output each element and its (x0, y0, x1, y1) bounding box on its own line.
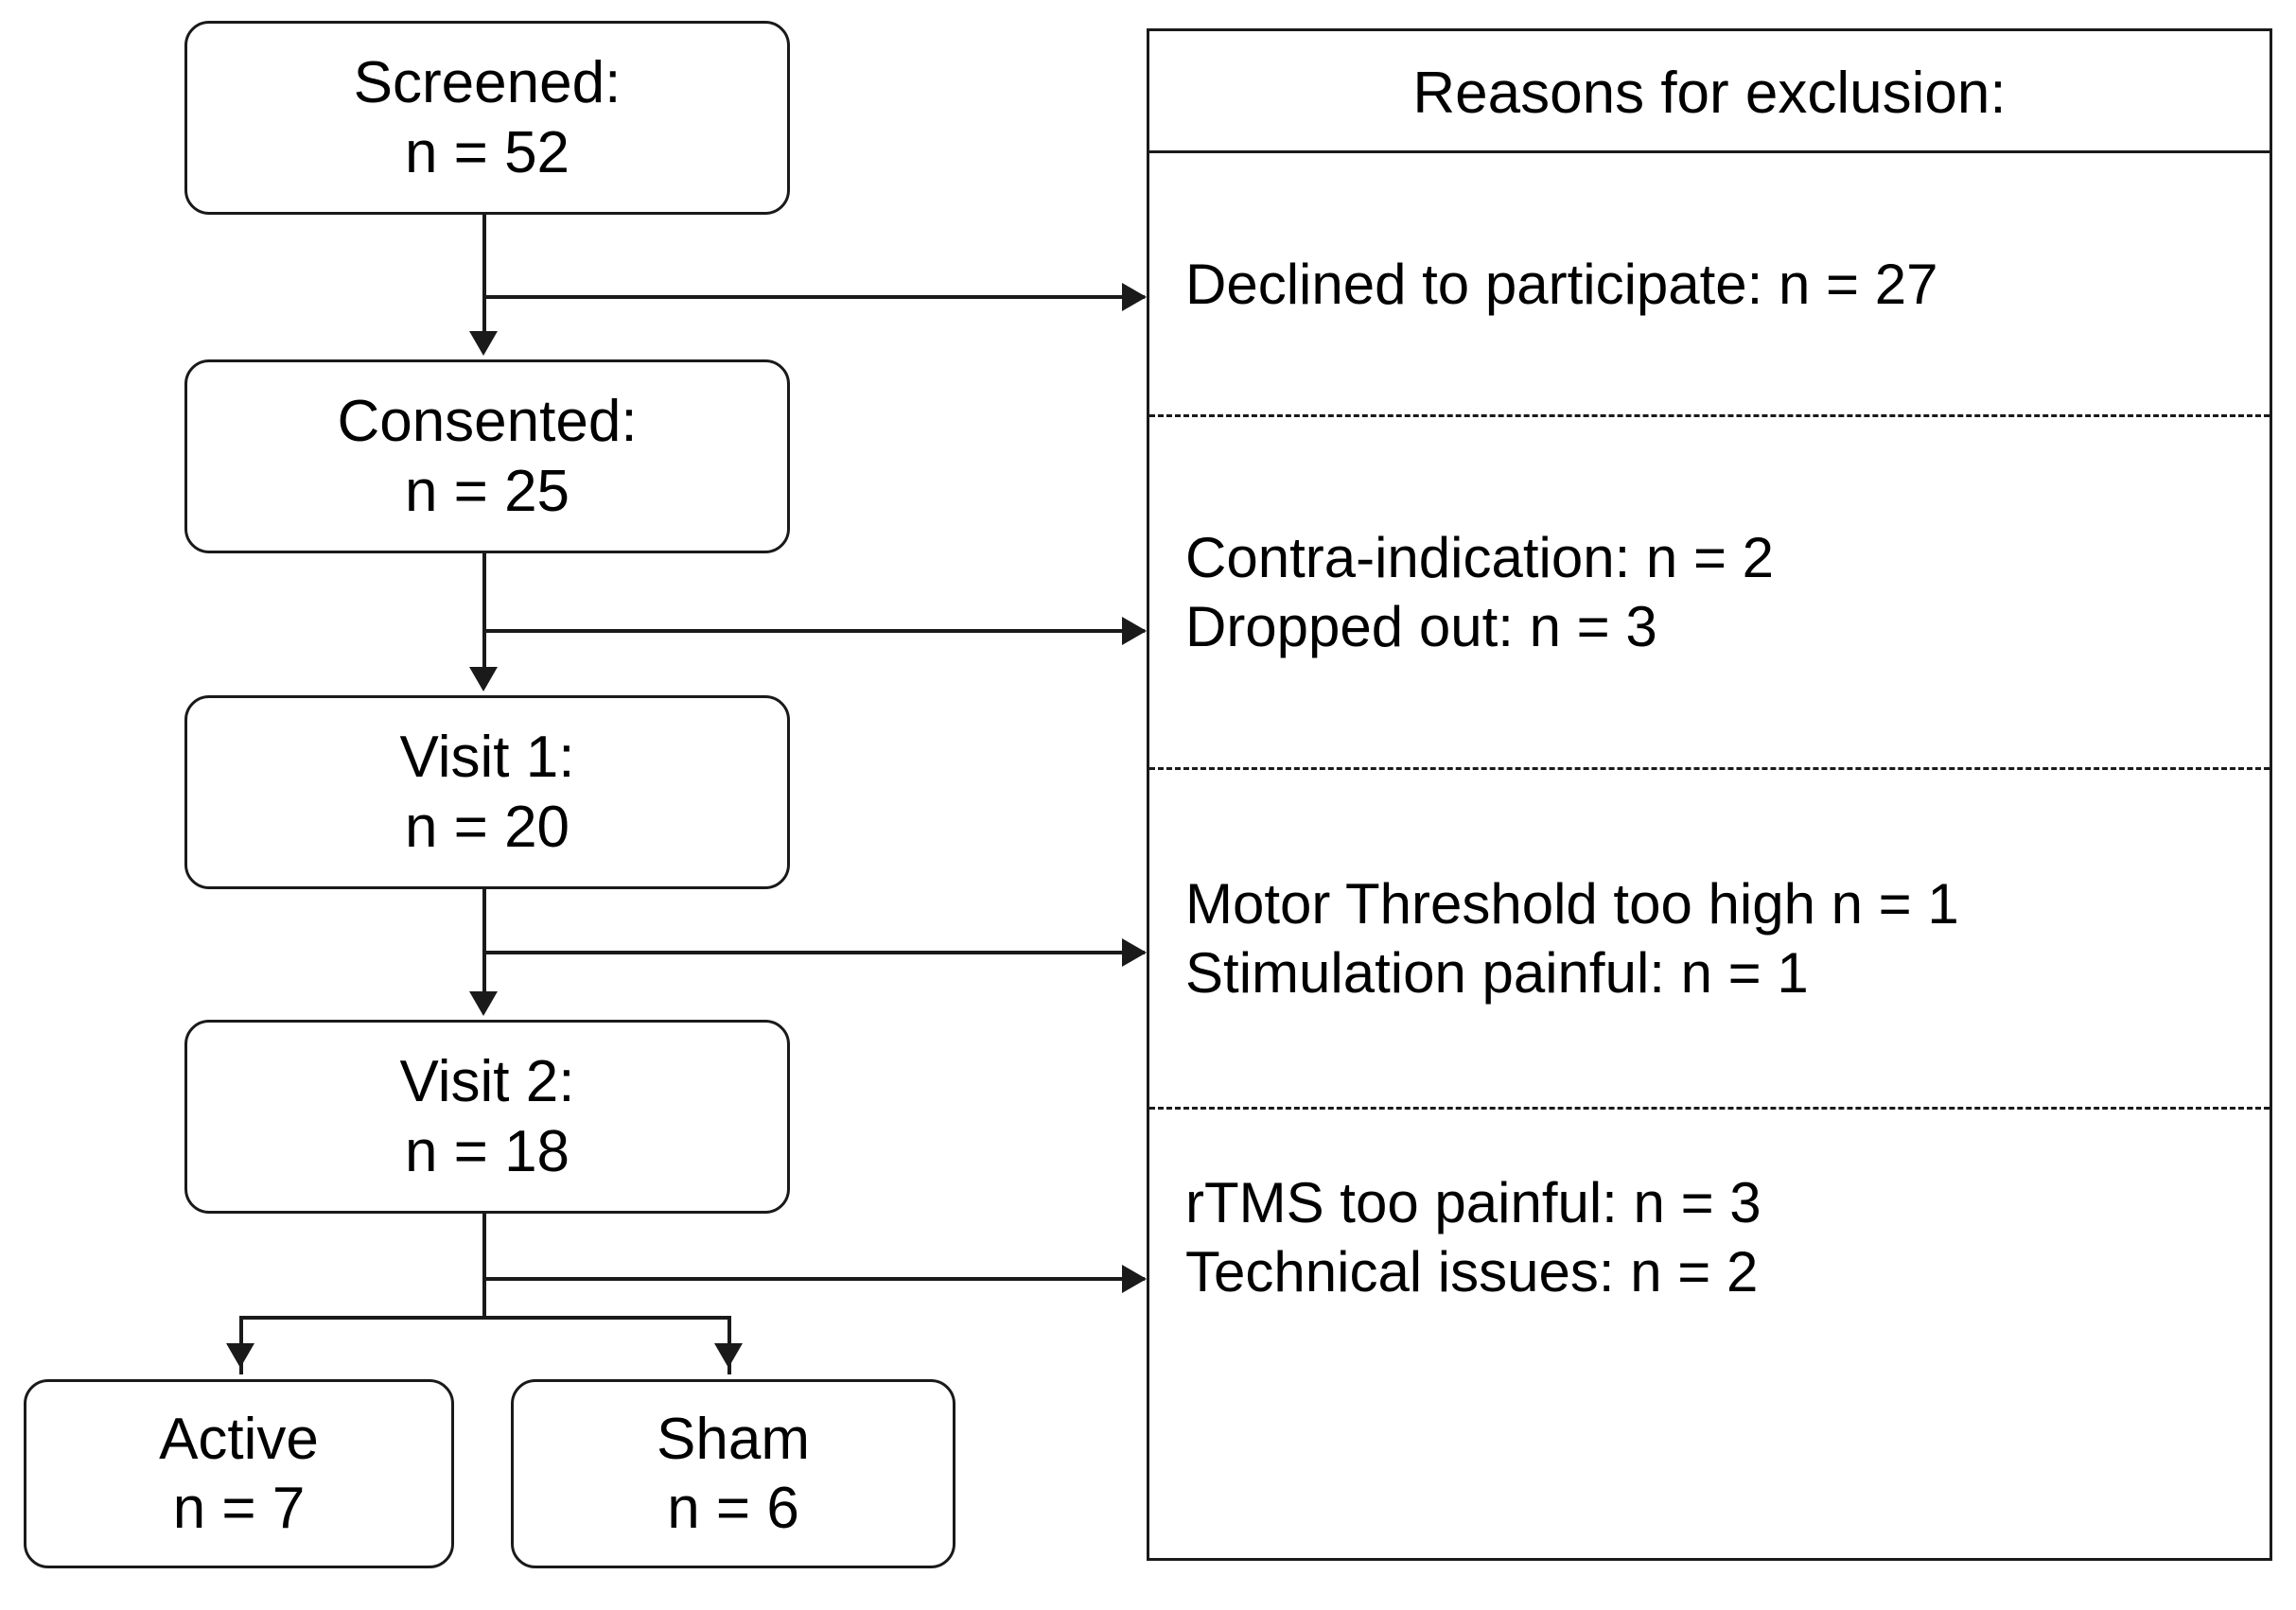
exclusion-group-2 (1149, 417, 2270, 767)
exclusion-group-4-line-2: Technical issues: n = 2 (1185, 1240, 1759, 1304)
flow-box-consented-label: Consented: (337, 389, 638, 455)
arrowhead-sham (714, 1343, 743, 1368)
connector-visit-1-to-visit-2 (482, 889, 486, 996)
arrowhead-consented (469, 331, 498, 356)
flow-box-visit-2 (184, 1020, 790, 1214)
flow-box-visit-1-label: Visit 1: (399, 725, 575, 791)
flow-box-active-count: n = 7 (172, 1476, 306, 1541)
flow-box-consented (184, 359, 790, 553)
exclusion-panel-title: Reasons for exclusion: (1412, 61, 2007, 126)
flow-box-screened-label: Screened: (353, 50, 622, 116)
exclusion-group-3-line-1: Motor Threshold too high n = 1 (1185, 872, 1959, 936)
arrowhead-exclusion-4 (1122, 1265, 1147, 1293)
exclusion-group-1 (1149, 153, 2270, 414)
flow-box-consented-count: n = 25 (404, 458, 570, 524)
arrowhead-visit-1 (469, 667, 498, 691)
exclusion-group-4-line-1: rTMS too painful: n = 3 (1185, 1171, 1761, 1235)
connector-exclusion-1 (482, 295, 1145, 299)
arrowhead-visit-2 (469, 991, 498, 1016)
exclusion-group-3 (1149, 770, 2270, 1107)
exclusion-group-1-line-1: Declined to participate: n = 27 (1185, 252, 1938, 316)
flow-box-visit-1-count: n = 20 (404, 794, 570, 860)
exclusion-group-2-line-1: Contra-indication: n = 2 (1185, 526, 1775, 589)
flow-box-sham-label: Sham (657, 1406, 810, 1472)
connector-consented-to-visit-1 (482, 553, 486, 672)
connector-screened-to-consented (482, 215, 486, 336)
exclusion-group-4 (1149, 1110, 2270, 1460)
connector-exclusion-4 (482, 1277, 1145, 1281)
flow-box-active (24, 1379, 454, 1568)
exclusion-group-2-line-2: Dropped out: n = 3 (1185, 595, 1657, 659)
connector-exclusion-2 (482, 629, 1145, 633)
flow-box-visit-2-count: n = 18 (404, 1118, 570, 1184)
arrowhead-exclusion-3 (1122, 938, 1147, 967)
arrowhead-exclusion-1 (1122, 283, 1147, 311)
exclusion-group-3-line-2: Stimulation painful: n = 1 (1185, 941, 1809, 1006)
flow-box-sham-count: n = 6 (667, 1476, 799, 1541)
flow-box-active-label: Active (159, 1406, 319, 1472)
connector-visit-2-to-split (482, 1214, 486, 1318)
arrowhead-active (226, 1343, 254, 1368)
flow-box-sham (511, 1379, 955, 1568)
flow-box-screened (184, 21, 790, 215)
flow-box-screened-count: n = 52 (404, 119, 570, 185)
flow-box-visit-1 (184, 695, 790, 889)
arrowhead-exclusion-2 (1122, 617, 1147, 645)
flow-box-visit-2-label: Visit 2: (399, 1049, 575, 1115)
connector-exclusion-3 (482, 951, 1145, 954)
exclusion-panel (1147, 28, 2272, 1561)
connector-split-horizontal (239, 1316, 731, 1320)
